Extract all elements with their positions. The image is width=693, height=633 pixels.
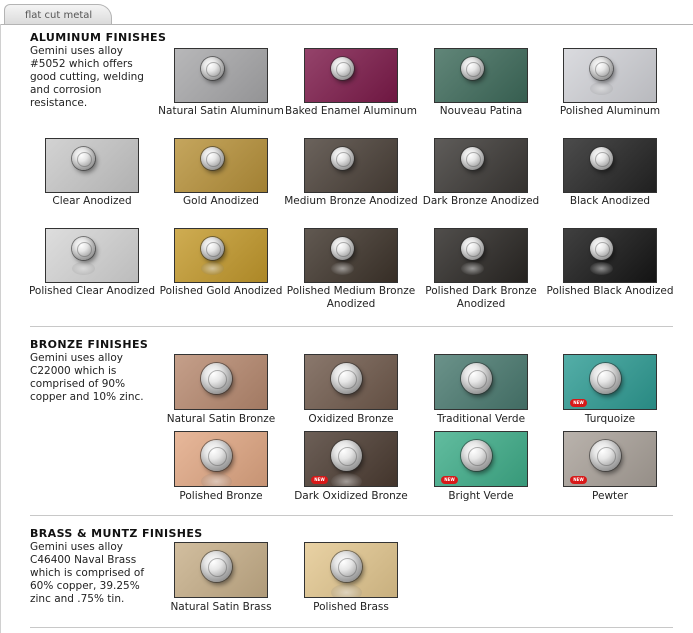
finish-label[interactable]: Medium Bronze Anodized xyxy=(284,195,418,207)
dime-coin-icon xyxy=(331,551,362,582)
section-description: Gemini uses alloy C22000 which is comprised of 90% copper and 10% zinc. xyxy=(30,352,144,403)
dime-coin-icon xyxy=(201,363,232,394)
coin-reflection xyxy=(461,262,484,275)
finish-swatch-natural-satin-bronze[interactable] xyxy=(174,354,268,410)
finish-label[interactable]: Dark Oxidized Bronze xyxy=(294,490,408,502)
finish-label[interactable]: Traditional Verde xyxy=(436,413,526,425)
finish-label[interactable]: Polished Medium Bronze Anodized xyxy=(286,285,416,310)
dime-coin-icon xyxy=(201,237,224,260)
finish-label[interactable]: Polished Brass xyxy=(313,601,389,613)
dime-coin-icon xyxy=(331,147,354,170)
finish-swatch-bright-verde[interactable] xyxy=(434,431,528,487)
finish-swatch-medium-bronze-anodized[interactable] xyxy=(304,138,398,193)
finish-swatch-dark-oxidized-bronze[interactable] xyxy=(304,431,398,487)
new-badge: NEW xyxy=(570,476,587,484)
finish-label[interactable]: Clear Anodized xyxy=(52,195,132,207)
finish-label[interactable]: Bright Verde xyxy=(448,490,514,502)
dime-coin-icon xyxy=(461,440,492,471)
coin-reflection xyxy=(590,262,613,275)
finish-label[interactable]: Oxidized Bronze xyxy=(308,413,394,425)
dime-coin-icon xyxy=(201,57,224,80)
dime-coin-icon xyxy=(590,363,621,394)
dime-coin-icon xyxy=(590,147,613,170)
finish-swatch-black-anodized[interactable] xyxy=(563,138,657,193)
dime-coin-icon xyxy=(201,147,224,170)
section-description: Gemini uses alloy #5052 which offers good cutting, welding and corrosion resistance. xyxy=(30,45,144,109)
finish-label[interactable]: Nouveau Patina xyxy=(439,105,523,117)
finish-label[interactable]: Natural Satin Aluminum xyxy=(158,105,284,117)
coin-reflection xyxy=(201,262,224,275)
dime-coin-icon xyxy=(590,237,613,260)
dime-coin-icon xyxy=(72,237,95,260)
left-border xyxy=(0,24,1,633)
finish-swatch-nouveau-patina[interactable] xyxy=(434,48,528,103)
finish-swatch-pewter[interactable] xyxy=(563,431,657,487)
section-divider xyxy=(30,627,673,628)
dime-coin-icon xyxy=(461,147,484,170)
finish-swatch-polished-black-anodized[interactable] xyxy=(563,228,657,283)
finish-swatch-polished-brass[interactable] xyxy=(304,542,398,598)
section-divider xyxy=(30,326,673,327)
finish-swatch-dark-bronze-anodized[interactable] xyxy=(434,138,528,193)
tab-bar-line xyxy=(0,24,693,25)
finish-label[interactable]: Gold Anodized xyxy=(183,195,259,207)
coin-reflection xyxy=(331,473,362,487)
dime-coin-icon xyxy=(331,363,362,394)
new-badge: NEW xyxy=(441,476,458,484)
finish-swatch-polished-aluminum[interactable] xyxy=(563,48,657,103)
dime-coin-icon xyxy=(331,57,354,80)
dime-coin-icon xyxy=(590,57,613,80)
dime-coin-icon xyxy=(461,237,484,260)
finish-label[interactable]: Polished Clear Anodized xyxy=(28,285,156,297)
dime-coin-icon xyxy=(201,551,232,582)
tab-flat-cut-metal[interactable]: flat cut metal xyxy=(4,4,112,25)
dime-coin-icon xyxy=(461,57,484,80)
finish-label[interactable]: Polished Gold Anodized xyxy=(159,285,283,297)
finish-label[interactable]: Dark Bronze Anodized xyxy=(422,195,540,207)
finish-label[interactable]: Polished Black Anodized xyxy=(546,285,674,297)
finish-swatch-polished-clear-anodized[interactable] xyxy=(45,228,139,283)
section-title-aluminum-finishes: ALUMINUM FINISHES xyxy=(30,31,167,44)
coin-reflection xyxy=(590,82,613,95)
finish-label[interactable]: Baked Enamel Aluminum xyxy=(285,105,417,117)
finish-swatch-oxidized-bronze[interactable] xyxy=(304,354,398,410)
dime-coin-icon xyxy=(461,363,492,394)
section-title-brass-muntz-finishes: BRASS & MUNTZ FINISHES xyxy=(30,527,203,540)
finish-label[interactable]: Turquoize xyxy=(584,413,636,425)
coin-reflection xyxy=(331,584,362,598)
section-description: Gemini uses alloy C46400 Naval Brass which is comprised of 60% copper, 39.25% zinc and .75% tin. xyxy=(30,541,145,605)
dime-coin-icon xyxy=(331,440,362,471)
dime-coin-icon xyxy=(201,440,232,471)
finish-swatch-polished-bronze[interactable] xyxy=(174,431,268,487)
finish-swatch-clear-anodized[interactable] xyxy=(45,138,139,193)
finish-label[interactable]: Natural Satin Bronze xyxy=(166,413,276,425)
finish-swatch-polished-dark-bronze-anodized[interactable] xyxy=(434,228,528,283)
section-title-bronze-finishes: BRONZE FINISHES xyxy=(30,338,149,351)
finish-swatch-turquoize[interactable] xyxy=(563,354,657,410)
new-badge: NEW xyxy=(311,476,328,484)
finish-swatch-gold-anodized[interactable] xyxy=(174,138,268,193)
finish-swatch-natural-satin-aluminum[interactable] xyxy=(174,48,268,103)
coin-reflection xyxy=(201,473,232,487)
finish-swatch-natural-satin-brass[interactable] xyxy=(174,542,268,598)
coin-reflection xyxy=(331,262,354,275)
finish-label[interactable]: Pewter xyxy=(592,490,628,502)
dime-coin-icon xyxy=(331,237,354,260)
finish-swatch-baked-enamel-aluminum[interactable] xyxy=(304,48,398,103)
coin-reflection xyxy=(72,262,95,275)
dime-coin-icon xyxy=(590,440,621,471)
section-divider xyxy=(30,515,673,516)
dime-coin-icon xyxy=(72,147,95,170)
finish-swatch-polished-medium-bronze-anodized[interactable] xyxy=(304,228,398,283)
finish-label[interactable]: Black Anodized xyxy=(569,195,651,207)
finish-label[interactable]: Natural Satin Brass xyxy=(170,601,272,613)
finish-label[interactable]: Polished Bronze xyxy=(179,490,263,502)
finish-swatch-traditional-verde[interactable] xyxy=(434,354,528,410)
finish-label[interactable]: Polished Dark Bronze Anodized xyxy=(425,285,537,310)
finish-swatch-polished-gold-anodized[interactable] xyxy=(174,228,268,283)
finish-label[interactable]: Polished Aluminum xyxy=(559,105,661,117)
new-badge: NEW xyxy=(570,399,587,407)
